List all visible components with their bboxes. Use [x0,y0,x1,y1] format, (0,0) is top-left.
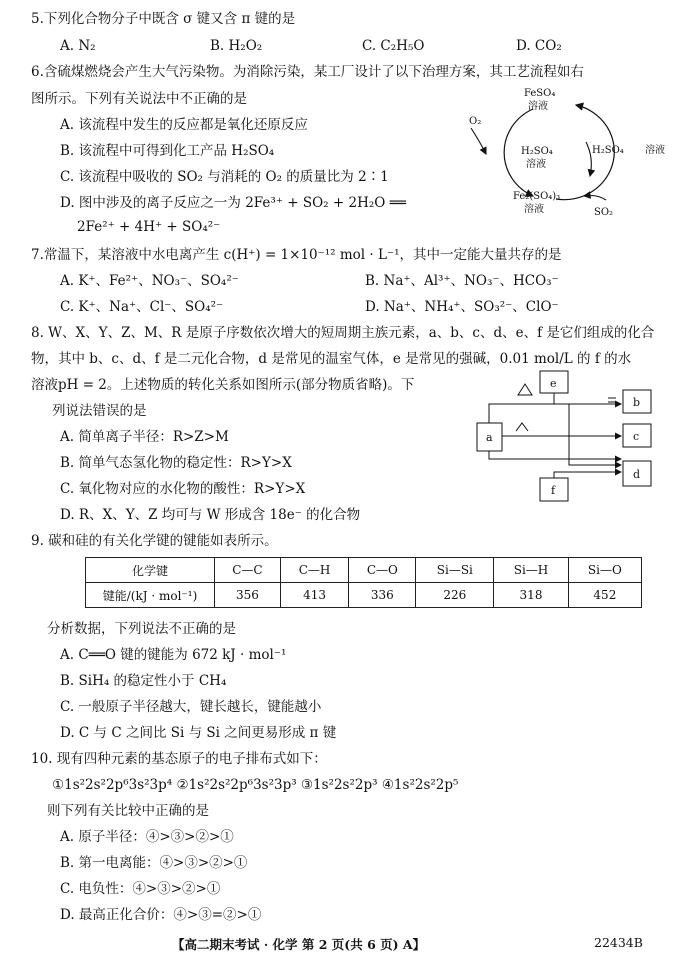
value-cell: 452 [568,583,641,608]
exam-code: 22434B [594,935,643,950]
table-row [86,583,642,608]
box-f-label: f [551,484,556,497]
q7-option-a: A. K⁺、Fe²⁺、NO₃⁻、SO₄²⁻ [60,273,239,289]
q5-option-a: A. N₂ [60,38,96,54]
heat-caret [516,423,528,431]
value-cell: 336 [349,583,416,608]
box-c-label: c [633,430,640,443]
q9-option-c: C. 一般原子半径越大，键长越长，键能越小 [60,699,322,715]
feso4-label: FeSO₄ [524,88,556,99]
q8-option-c: C. 氧化物对应的水化物的酸性：R>Y>X [60,481,306,497]
h2so4-output-solution-label: 溶液 [645,145,665,156]
q7-stem: 7.常温下，某溶液中水电离产生 c(H⁺) = 1×10⁻¹² mol · L⁻¹，其中一定能大量共存的是 [31,247,562,263]
box-d-label: d [633,468,641,481]
header-cell: C—C [215,558,281,583]
h2so4-inner-label: H₂SO₄ [521,146,553,157]
q6-option-b: B. 该流程中可得到化工产品 H₂SO₄ [60,143,275,159]
fe2so43-label: Fe₂(SO₄)₃ [513,191,561,202]
q6-option-a: A. 该流程中发生的反应都是氧化还原反应 [60,117,308,133]
q7-option-b: B. Na⁺、Al³⁺、NO₃⁻、HCO₃⁻ [365,273,559,289]
h2so4-inner-solution-label: 溶液 [526,159,546,170]
q8-conversion-diagram [474,368,659,506]
page-footer: 【高二期末考试 · 化学 第 2 页(共 6 页) A】 [172,937,426,952]
q7-option-d: D. Na⁺、NH₄⁺、SO₃²⁻、ClO⁻ [365,299,559,315]
header-cell: Si—Si [416,558,494,583]
q6-option-c: C. 该流程中吸收的 SO₂ 与消耗的 O₂ 的质量比为 2∶1 [60,169,389,185]
value-cell: 356 [215,583,281,608]
q8-option-d: D. R、X、Y、Z 均可与 W 形成含 18e⁻ 的化合物 [60,507,361,523]
q10-configs: ①1s²2s²2p⁶3s²3p⁴ ②1s²2s²2p⁶3s²3p³ ③1s²2s²2p³ ④1s²2s²2p⁵ [52,777,459,793]
q6-stem-line1: 6.含硫煤燃烧会产生大气污染物。为消除污染，某工厂设计了以下治理方案，其工艺流程如右 [31,64,584,80]
q5-option-c: C. C₂H₅O [362,38,425,54]
q10-option-d: D. 最高正化合价：④>③=②>① [60,907,262,923]
o2-label: O₂ [469,116,482,127]
heat-triangle [518,384,532,395]
h2so4-output-arrow [586,142,591,176]
q10-prompt: 则下列有关比较中正确的是 [47,803,209,819]
q5-option-d: D. CO₂ [516,38,562,54]
q10-stem: 10. 现有四种元素的基态原子的电子排布式如下： [31,751,327,767]
header-cell: C—H [280,558,348,583]
value-cell: 226 [416,583,494,608]
q6-option-d: D. 图中涉及的离子反应之一为 2Fe³⁺ + SO₂ + 2H₂O ══ [60,195,406,211]
q9-option-a: A. C══O 键的键能为 672 kJ · mol⁻¹ [60,647,287,663]
o2-arrow [471,128,486,154]
q10-option-c: C. 电负性：④>③>②>① [60,881,221,897]
q8-stem-line3: 溶液pH = 2。上述物质的转化关系如图所示(部分物质省略)。下 [31,377,415,393]
table-header-row [86,558,642,583]
box-e-label: e [550,377,557,390]
fe2so43-solution-label: 溶液 [524,204,544,215]
bond-energy-table [85,557,642,608]
header-cell: Si—O [568,558,641,583]
header-cell: Si—H [494,558,569,583]
q9-stem: 9. 碳和硅的有关化学键的键能如表所示。 [31,533,278,549]
q7-option-c: C. K⁺、Na⁺、Cl⁻、SO₄²⁻ [60,299,224,315]
f-to-d-line [554,472,621,478]
q6-cycle-diagram [466,86,676,218]
a-to-b-line [489,404,621,423]
row-label-cell: 键能/(kJ · mol⁻¹) [86,583,215,608]
q6-option-d-cont: 2Fe²⁺ + 4H⁺ + SO₄²⁻ [77,219,221,235]
q5-stem: 5.下列化合物分子中既含 σ 键又含 π 键的是 [31,11,296,27]
q9-option-d: D. C 与 C 之间比 Si 与 Si 之间更易形成 π 键 [60,725,337,741]
b-double-arrow [608,398,616,402]
q8-stem-line1: 8. W、X、Y、Z、M、R 是原子序数依次增大的短周期主族元素，a、b、c、d、e、f 是它们组成的化合 [31,325,655,341]
value-cell: 413 [280,583,348,608]
so2-arrow [584,196,606,201]
q5-option-b: B. H₂O₂ [210,38,263,54]
q8-option-a: A. 简单离子半径：R>Z>M [60,429,229,445]
feso4-solution-label: 溶液 [528,101,548,112]
q10-option-a: A. 原子半径：④>③>②>① [60,829,234,845]
q8-stem-line2: 物，其中 b、c、d、f 是二元化合物，d 是常见的温室气体，e 是常见的强碱，0.01 mol/L 的 f 的水 [31,351,632,367]
a-to-d-line [489,451,621,459]
q10-option-b: B. 第一电离能：④>③>②>① [60,855,248,871]
so2-label: SO₂ [594,207,614,218]
q8-option-b: B. 简单气态氢化物的稳定性：R>Y>X [60,455,292,471]
header-cell: C—O [349,558,416,583]
q6-stem-line2: 图所示。下列有关说法中不正确的是 [31,91,247,107]
q9-option-b: B. SiH₄ 的稳定性小于 CH₄ [60,673,227,689]
value-cell: 318 [494,583,569,608]
h2so4-output-label: H₂SO₄ [592,145,624,156]
header-cell: 化学键 [86,558,215,583]
q8-stem-line4: 列说法错误的是 [52,403,147,419]
q9-prompt: 分析数据，下列说法不正确的是 [47,621,236,637]
box-a-label: a [486,431,493,444]
box-b-label: b [633,396,641,409]
